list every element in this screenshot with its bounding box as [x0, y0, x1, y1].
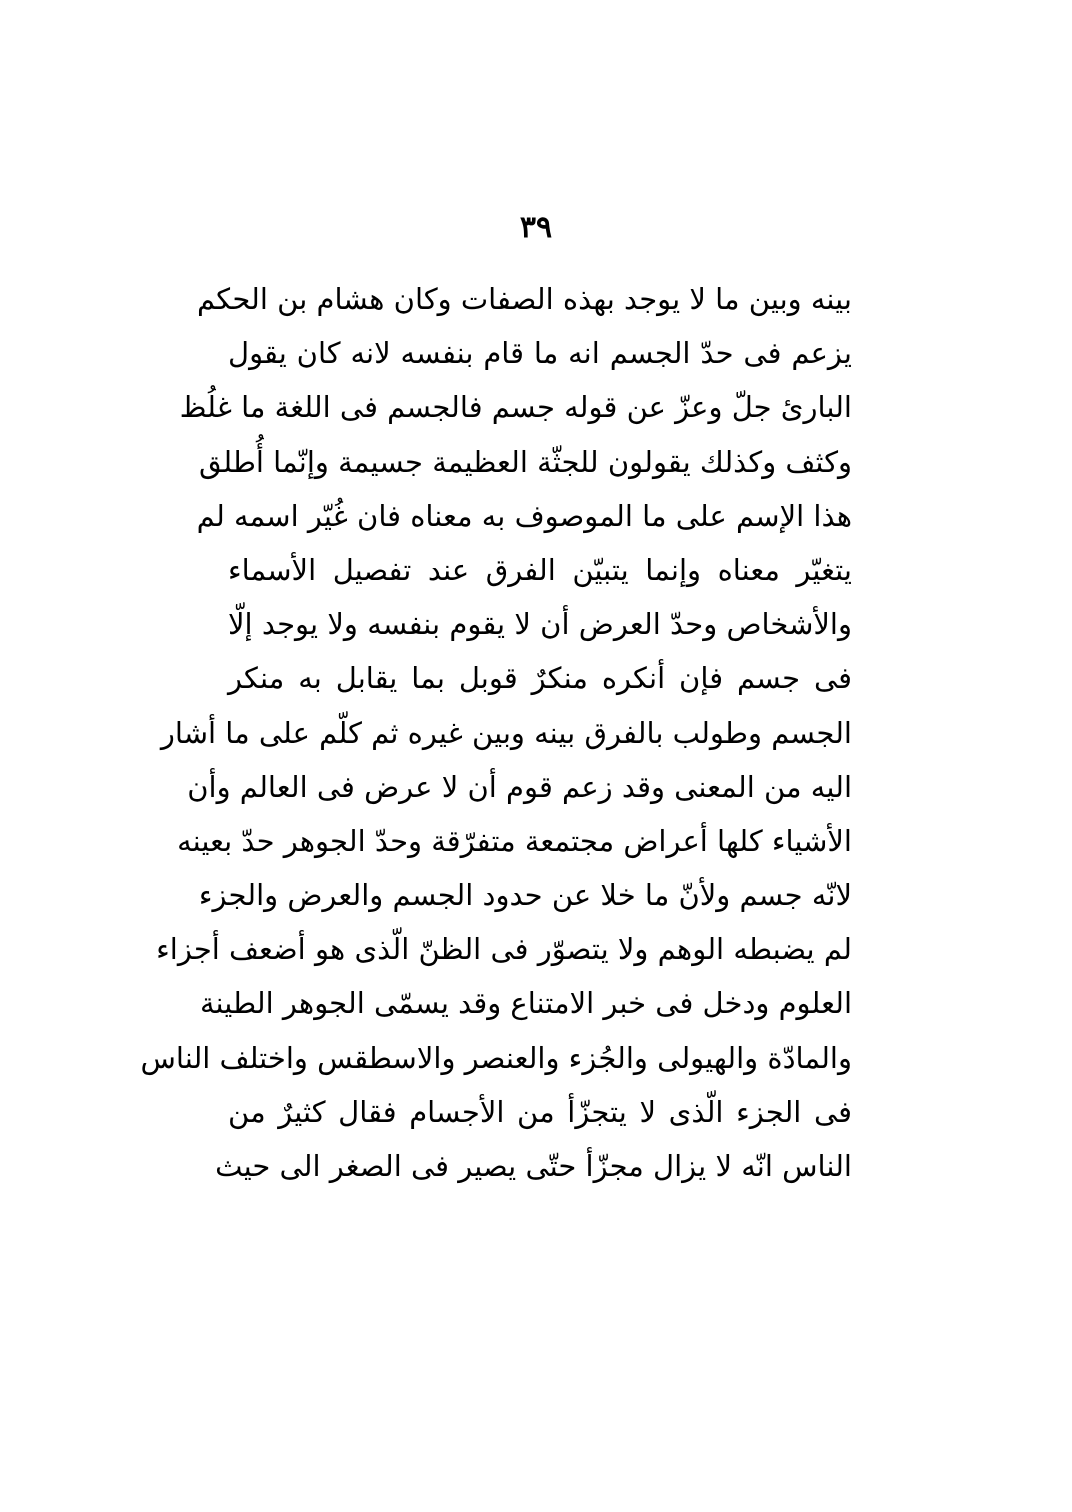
- text-line-9: الجسم وطولب بالفرق بينه وبين غيره ثم كلّم على ما أشار: [160, 715, 852, 750]
- text-line-10: اليه من المعنى وقد زعم قوم أن لا عرض فى العالم وأن: [187, 769, 852, 804]
- text-line-2: يزعم فى حدّ الجسم انه ما قام بنفسه لانه كان يقول: [228, 336, 852, 371]
- text-line-16: فى الجزء الّذى لا يتجزّأ من الأجسام فقال كثيرٌ من: [228, 1094, 852, 1129]
- text-line-15: والمادّة والهيولى والجُزء والعنصر والاسطقس واختلف الناس: [140, 1040, 852, 1075]
- text-line-1: بينه وبين ما لا يوجد بهذه الصفات وكان هشام بن الحكم: [197, 282, 852, 316]
- page-number: ٣٩: [519, 210, 553, 245]
- text-line-13: لم يضبطه الوهم ولا يتصوّر فى الظنّ الّذى هو أضعف أجزاء: [156, 932, 852, 967]
- text-line-6: يتغيّر معناه وإنما يتبيّن الفرق عند تفصيل الأسماء: [228, 552, 852, 587]
- text-line-14: العلوم ودخل فى خبر الامتناع وقد يسمّى الجوهر الطينة: [199, 986, 852, 1021]
- text-line-5: هذا الإسم على ما الموصوف به معناه فان غُيّر اسمه لم: [196, 498, 852, 533]
- text-line-17: الناس انّه لا يزال مجزّأ حتّى يصير فى الصغر الى حيث: [215, 1149, 852, 1183]
- text-line-3: البارئ جلّ وعزّ عن قوله جسم فالجسم فى اللغة ما غلُظ: [179, 390, 852, 425]
- text-line-11: الأشياء كلها أعراض مجتمعة متفرّقة وحدّ الجوهر حدّ بعينه: [177, 823, 852, 858]
- text-line-7: والأشخاص وحدّ العرض أن لا يقوم بنفسه ولا يوجد إلّا: [228, 607, 852, 642]
- text-line-12: لانّه جسم ولأنّ ما خلا عن حدود الجسم والعرض والجزء: [198, 878, 852, 913]
- text-line-4: وكثف وكذلك يقولون للجثّة العظيمة جسيمة وإنّما أُطلق: [199, 444, 852, 479]
- body-text: [140, 272, 852, 1193]
- text-line-8: فى جسم فإن أنكره منكرٌ قوبل بما يقابل به منكر: [228, 661, 852, 696]
